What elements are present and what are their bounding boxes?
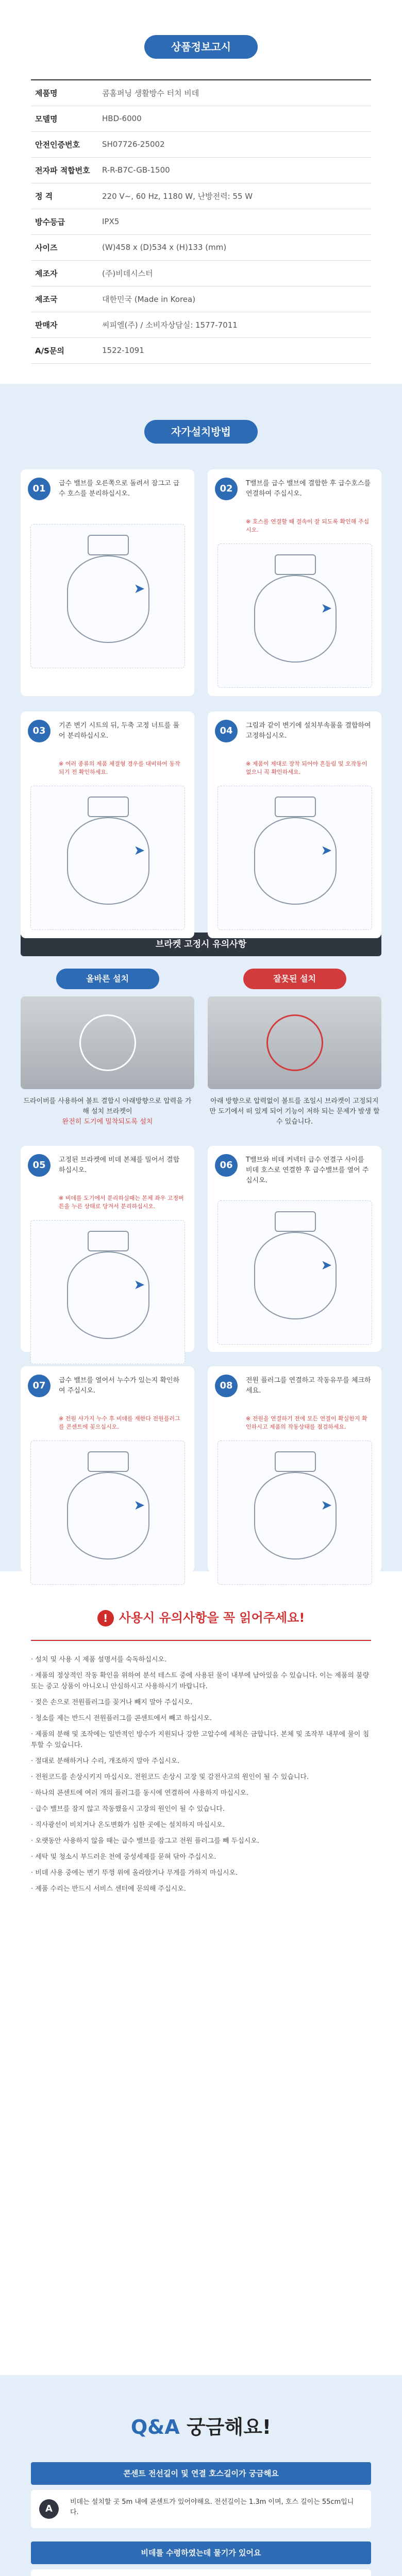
info-key: 전자파 적합번호 (31, 157, 98, 183)
caution-item: · 제품의 분해 및 조작에는 일반적인 방수가 지원되나 강한 고압수에 세척은 금합니다. 본체 및 조작부 내부에 물이 침투할 수 있습니다. (31, 1731, 370, 1749)
step-card (21, 1146, 194, 1352)
install-section (0, 384, 402, 922)
info-row (31, 337, 371, 363)
info-row (31, 183, 371, 209)
caution-item: · 전원코드를 손상시키지 마십시오. 전원코드 손상시 고장 및 감전사고의 원인이 될 수 있습니다. (31, 1773, 309, 1781)
qa-question: 콘센트 전선길이 및 연결 호스길이가 궁금해요 (31, 2462, 371, 2485)
install-title: 자가설치방법 (144, 420, 258, 444)
qa-item (31, 2541, 371, 2576)
step-note: ※ 전원 사가지 누수 후 비데를 재한다 전원플러그를 콘센트에 꽂으십시오. (59, 1415, 180, 1430)
info-value: 220 V~, 60 Hz, 1180 W, 난방전력: 55 W (98, 183, 371, 209)
warning-icon: ! (97, 1610, 114, 1626)
caution-item: · 오랫동안 사용하지 않을 때는 급수 밸브를 잠그고 전원 플러그를 빼 두십시오. (31, 1837, 260, 1845)
info-row (31, 286, 371, 312)
correct-install-desc: 드라이버를 사용하여 볼트 결합시 아래방향으로 압력을 가해 설치 브라켓이 완전히 도기에 밀착되도록 설치 (23, 1097, 192, 1126)
info-value: IPX5 (98, 209, 371, 234)
bracket-compare (21, 969, 381, 1127)
info-value: HBD-6000 (98, 106, 371, 131)
info-row (31, 106, 371, 131)
arrow-icon: ➤ (321, 843, 332, 858)
caution-item: · 제품 수리는 반드시 서비스 센터에 문의해 주십시오. (31, 1885, 186, 1893)
caution-item: · 청소를 제는 반드시 전원플러그를 콘센트에서 빼고 하십시오. (31, 1715, 212, 1722)
step-text: T밸브와 비데 커넥터 급수 연결구 사이를 비데 호스로 연결한 후 급수밸브를 열어 주십시오. (246, 1156, 369, 1184)
arrow-icon: ➤ (321, 1498, 332, 1513)
install-steps-grid (21, 469, 381, 938)
wrong-install (208, 969, 381, 1127)
caution-item: · 절대로 분해하거나 수리, 개조하지 말아 주십시오. (31, 1757, 180, 1765)
caution-item: · 설치 및 사용 시 제품 설명서를 숙독하십시오. (31, 1656, 167, 1664)
step-number: 02 (215, 478, 238, 500)
step-card (21, 469, 194, 696)
caution-item: · 하나의 콘센트에 여러 개의 플러그를 동시에 연결하여 사용하지 마십시오. (31, 1789, 249, 1797)
step-illustration (30, 524, 185, 668)
info-key: 제조국 (31, 286, 98, 312)
step-illustration (217, 1440, 372, 1585)
qa-list (31, 2462, 371, 2576)
caution-list (31, 1654, 371, 1894)
info-value: 콤홈퍼닝 생활방수 터치 비데 (98, 80, 371, 106)
answer-icon: A (39, 2499, 59, 2519)
arrow-icon: ➤ (321, 1258, 332, 1273)
step-note: ※ 제품이 제대로 장착 되어야 흔들림 및 오작동이 없으니 꼭 확인하세요. (246, 760, 367, 775)
step-illustration (30, 786, 185, 930)
info-key: A/S문의 (31, 337, 98, 363)
step-note: ※ 전원을 연결하기 전에 모든 연결이 확실한지 확인하시고 제품의 작동상태를 점검하세요. (246, 1415, 367, 1430)
qa-title: Q&A 궁금해요! (130, 2416, 272, 2438)
info-value: 씨피엘(주) / 소비자상담실: 1577-7011 (98, 312, 371, 337)
info-row (31, 131, 371, 157)
arrow-icon: ➤ (133, 843, 145, 858)
caution-item: · 젖은 손으로 전원플러그를 꽂거나 빼지 말아 주십시오. (31, 1699, 193, 1706)
product-info-section (0, 0, 402, 384)
info-value: (W)458 x (D)534 x (H)133 (mm) (98, 234, 371, 260)
step-text: 그림과 같이 변기에 설치부속품을 결합하여 고정하십시오. (246, 722, 371, 740)
step-number: 08 (215, 1375, 238, 1397)
arrow-icon: ➤ (133, 1498, 145, 1513)
step-number: 06 (215, 1154, 238, 1177)
step-text: 고정된 브라켓에 비데 본체를 밀어서 결합 하십시오. (59, 1156, 180, 1174)
caution-item: · 급수 밸브를 잠지 않고 작동했을시 고장의 원인이 될 수 있습니다. (31, 1805, 225, 1813)
wrong-install-photo (208, 996, 381, 1089)
step-number: 03 (28, 720, 51, 742)
step-text: 기존 변기 시트의 뒤, 두축 고정 너트를 풀어 분리하십시오. (59, 722, 179, 740)
bracket-steps-grid (21, 1146, 381, 1572)
arrow-icon: ➤ (321, 601, 332, 616)
caution-section (0, 1571, 402, 2375)
step-number: 04 (215, 720, 238, 742)
info-row (31, 80, 371, 106)
info-key: 사이즈 (31, 234, 98, 260)
info-key: 정 격 (31, 183, 98, 209)
qa-section (0, 2375, 402, 2576)
info-key: 제조자 (31, 260, 98, 286)
info-key: 안전인증번호 (31, 131, 98, 157)
arrow-icon: ➤ (133, 1277, 145, 1293)
step-illustration (30, 1440, 185, 1585)
info-key: 모델명 (31, 106, 98, 131)
caution-item: · 직사광선이 비치거나 온도변화가 심한 곳에는 설치하지 마십시오. (31, 1821, 225, 1829)
info-row (31, 209, 371, 234)
info-value: 1522-1091 (98, 337, 371, 363)
qa-item (31, 2462, 371, 2528)
step-card (208, 711, 381, 938)
step-card (208, 1146, 381, 1352)
info-value: (주)비데시스터 (98, 260, 371, 286)
step-note: ※ 여러 종류의 제품 체결형 경우를 대비하여 동작되기 전 확인하세요. (59, 760, 180, 775)
bracket-title: 브라켓 고정시 유의사항 (21, 933, 381, 956)
step-number: 01 (28, 478, 51, 500)
info-row (31, 312, 371, 337)
caution-item: · 세탁 및 청소시 부드러운 천에 중성세제를 묻혀 닦아 주십시오. (31, 1853, 216, 1861)
step-card (21, 1366, 194, 1572)
wrong-install-label: 잘못된 설치 (243, 969, 346, 989)
qa-answer-text: 비데는 설치할 곳 5m 내에 콘센트가 있어야해요. 전선길이는 1.3m 이며, 호스 길이는 55cm입니다. (70, 2498, 354, 2516)
correct-install-label: 올바른 설치 (56, 969, 159, 989)
info-value: R-R-B7C-GB-1500 (98, 157, 371, 183)
step-illustration (30, 1220, 185, 1364)
step-number: 07 (28, 1375, 51, 1397)
info-key: 제품명 (31, 80, 98, 106)
info-row (31, 157, 371, 183)
step-note: ※ 호스를 연결할 때 결속이 잘 되도록 확인해 주십시오. (246, 518, 370, 533)
correct-install (21, 969, 194, 1127)
wrong-install-desc: 아래 방향으로 압력없이 볼트를 조일시 브라켓이 고정되지만 도기에서 떠 있게 되어 기능이 저하 되는 문제가 발생 할 수 있습니다. (209, 1097, 380, 1126)
product-info-title: 상품정보고시 (144, 35, 258, 59)
qa-question: 비데를 수령하였는데 물기가 있어요 (31, 2541, 371, 2564)
info-row (31, 234, 371, 260)
qa-answer (31, 2490, 371, 2528)
step-text: T밸브를 급수 밸브에 결합한 후 급수호스를 연결하여 주십시오. (246, 480, 371, 498)
step-card (21, 711, 194, 938)
info-key: 판매자 (31, 312, 98, 337)
step-number: 05 (28, 1154, 51, 1177)
qa-answer (31, 2569, 371, 2576)
step-illustration (217, 1200, 372, 1345)
info-value: SH07726-25002 (98, 131, 371, 157)
step-text: 급수 밸브를 오른쪽으로 돌려서 잠그고 급수 호스를 분리하십시오. (59, 480, 180, 498)
step-text: 급수 밸브를 열어서 누수가 있는지 확인하여 주십시오. (59, 1377, 180, 1395)
arrow-icon: ➤ (133, 581, 145, 597)
info-row (31, 260, 371, 286)
step-illustration (217, 786, 372, 930)
step-text: 전원 플러그를 연결하고 작동유무를 체크하세요. (246, 1377, 371, 1395)
caution-item: · 제품의 정상적인 작동 확인을 위하여 분석 테스트 중에 사용된 물이 내부에 남아있을 수 있습니다. 이는 제품의 불량 또는 중고 상품이 아니오니 안심하시고 사용하시기 바랍니다. (31, 1672, 370, 1690)
step-card (208, 469, 381, 696)
step-illustration (217, 544, 372, 688)
info-value: 대한민국 (Made in Korea) (98, 286, 371, 312)
caution-item: · 비데 사용 중에는 변기 뚜껑 위에 올라앉거나 무게를 가하지 마십시오. (31, 1869, 238, 1877)
caution-title: ! 사용시 유의사항을 꼭 읽어주세요! (0, 1607, 402, 1641)
bracket-section (0, 922, 402, 1571)
step-note: ※ 비데를 도기에서 분리하실때는 본체 좌우 고정버튼을 누른 상태로 당겨서 분리하십시오. (59, 1195, 184, 1210)
correct-install-photo (21, 996, 194, 1089)
step-card (208, 1366, 381, 1572)
product-info-table (31, 79, 371, 364)
info-key: 방수등급 (31, 209, 98, 234)
